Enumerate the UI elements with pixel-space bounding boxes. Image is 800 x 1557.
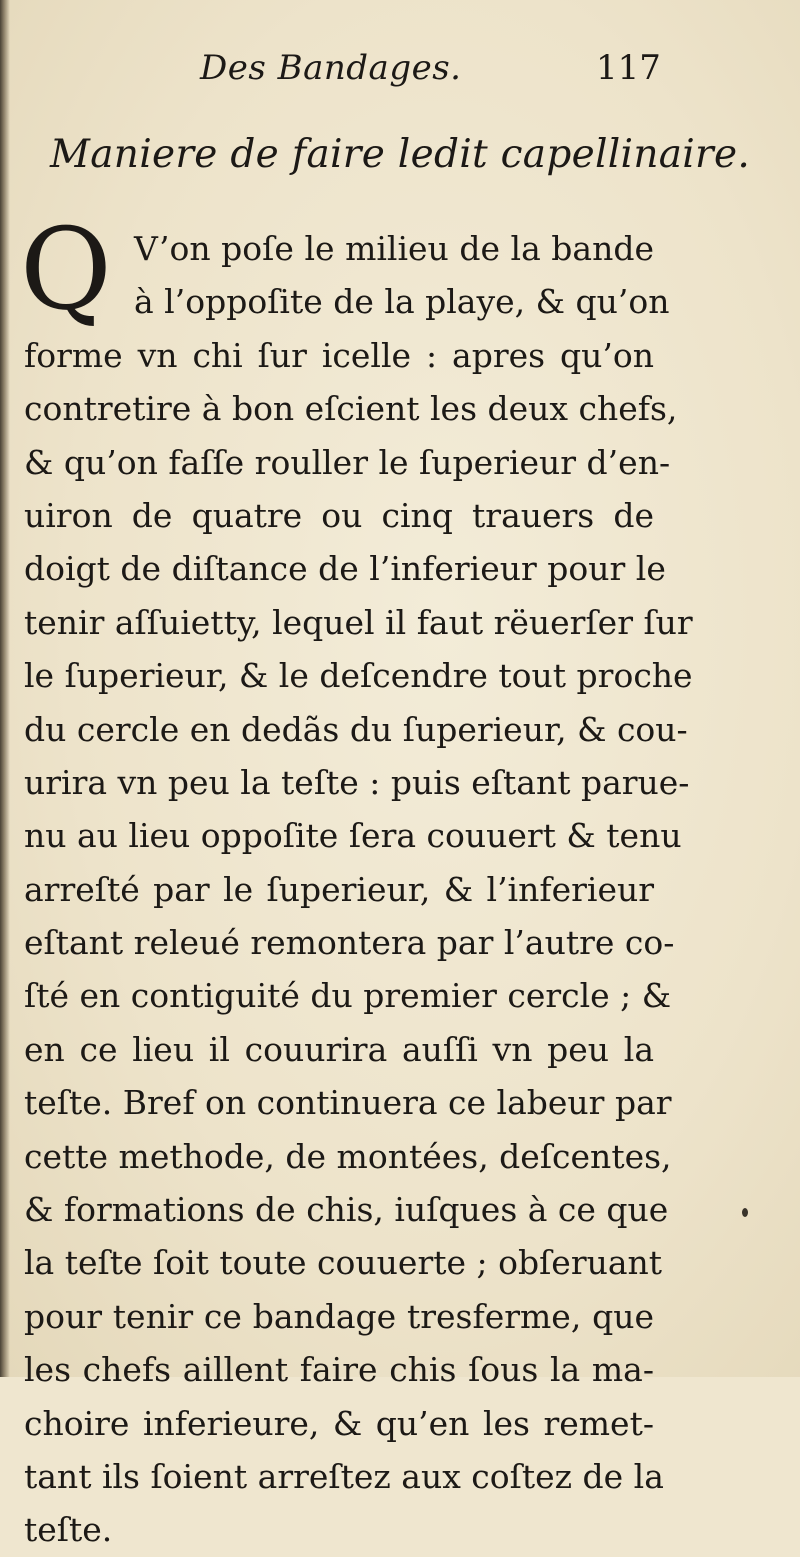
text-line: choire inferieure, & qu’en les remet- bbox=[24, 1403, 654, 1443]
text-line: teſte. Bref on continuera ce labeur par bbox=[24, 1083, 672, 1123]
text-line: nu au lieu oppoſite ſera couuert & tenu bbox=[24, 816, 682, 856]
text-line: pour tenir ce bandage tresferme, que bbox=[24, 1296, 654, 1336]
text-line: eſtant releué remontera par l’autre co- bbox=[24, 923, 675, 963]
text-line: & formations de chis, iuſques à ce que bbox=[24, 1190, 669, 1230]
text-line: cette methode, de montées, deſcentes, bbox=[24, 1136, 672, 1176]
text-line: les chefs aillent faire chis ſous la ma- bbox=[24, 1350, 654, 1390]
text-line: forme vn chi ſur icelle : apres qu’on bbox=[24, 335, 654, 375]
text-line: ſté en contiguité du premier cercle ; & bbox=[24, 976, 672, 1016]
page-gutter-shadow bbox=[0, 0, 10, 1377]
text-line: tant ils ſoient arreſtez aux coſtez de la bbox=[24, 1456, 664, 1496]
text-line: en ce lieu il couurira auſſi vn peu la bbox=[24, 1029, 654, 1069]
text-line: contretire à bon eſcient les deux chefs, bbox=[24, 389, 678, 429]
text-line: V’on poſe le milieu de la bande bbox=[134, 229, 654, 268]
page-number: 117 bbox=[596, 48, 661, 88]
text-line: tenir aſſuietty, lequel il faut rëuerſer ſur bbox=[24, 602, 693, 642]
body-text bbox=[24, 222, 693, 1557]
text-line: arreſté par le ſuperieur, & l’inferieur bbox=[24, 869, 654, 909]
section-title: Maniere de faire ledit capellinaire. bbox=[50, 132, 751, 177]
text-line: du cercle en dedãs du ſuperieur, & cou- bbox=[24, 709, 688, 749]
text-line: à l’oppoſite de la playe, & qu’on bbox=[134, 282, 670, 322]
text-line: doigt de diſtance de l’inferieur pour le bbox=[24, 549, 666, 589]
text-line: teſte. bbox=[24, 1510, 113, 1550]
drop-cap: Q bbox=[20, 205, 112, 335]
page-header bbox=[0, 42, 800, 102]
text-line: & qu’on faſſe rouller le ſuperieur d’en- bbox=[24, 442, 671, 482]
running-title: Des Bandages. bbox=[200, 48, 462, 88]
text-line: la teſte ſoit toute couuerte ; obſeruant bbox=[24, 1243, 663, 1283]
text-line: urira vn peu la teſte : puis eſtant parue- bbox=[24, 762, 690, 802]
ink-speck bbox=[742, 1208, 748, 1217]
text-line: le ſuperieur, & le deſcendre tout proche bbox=[24, 656, 693, 696]
text-line: uiron de quatre ou cinq trauers de bbox=[24, 495, 654, 535]
